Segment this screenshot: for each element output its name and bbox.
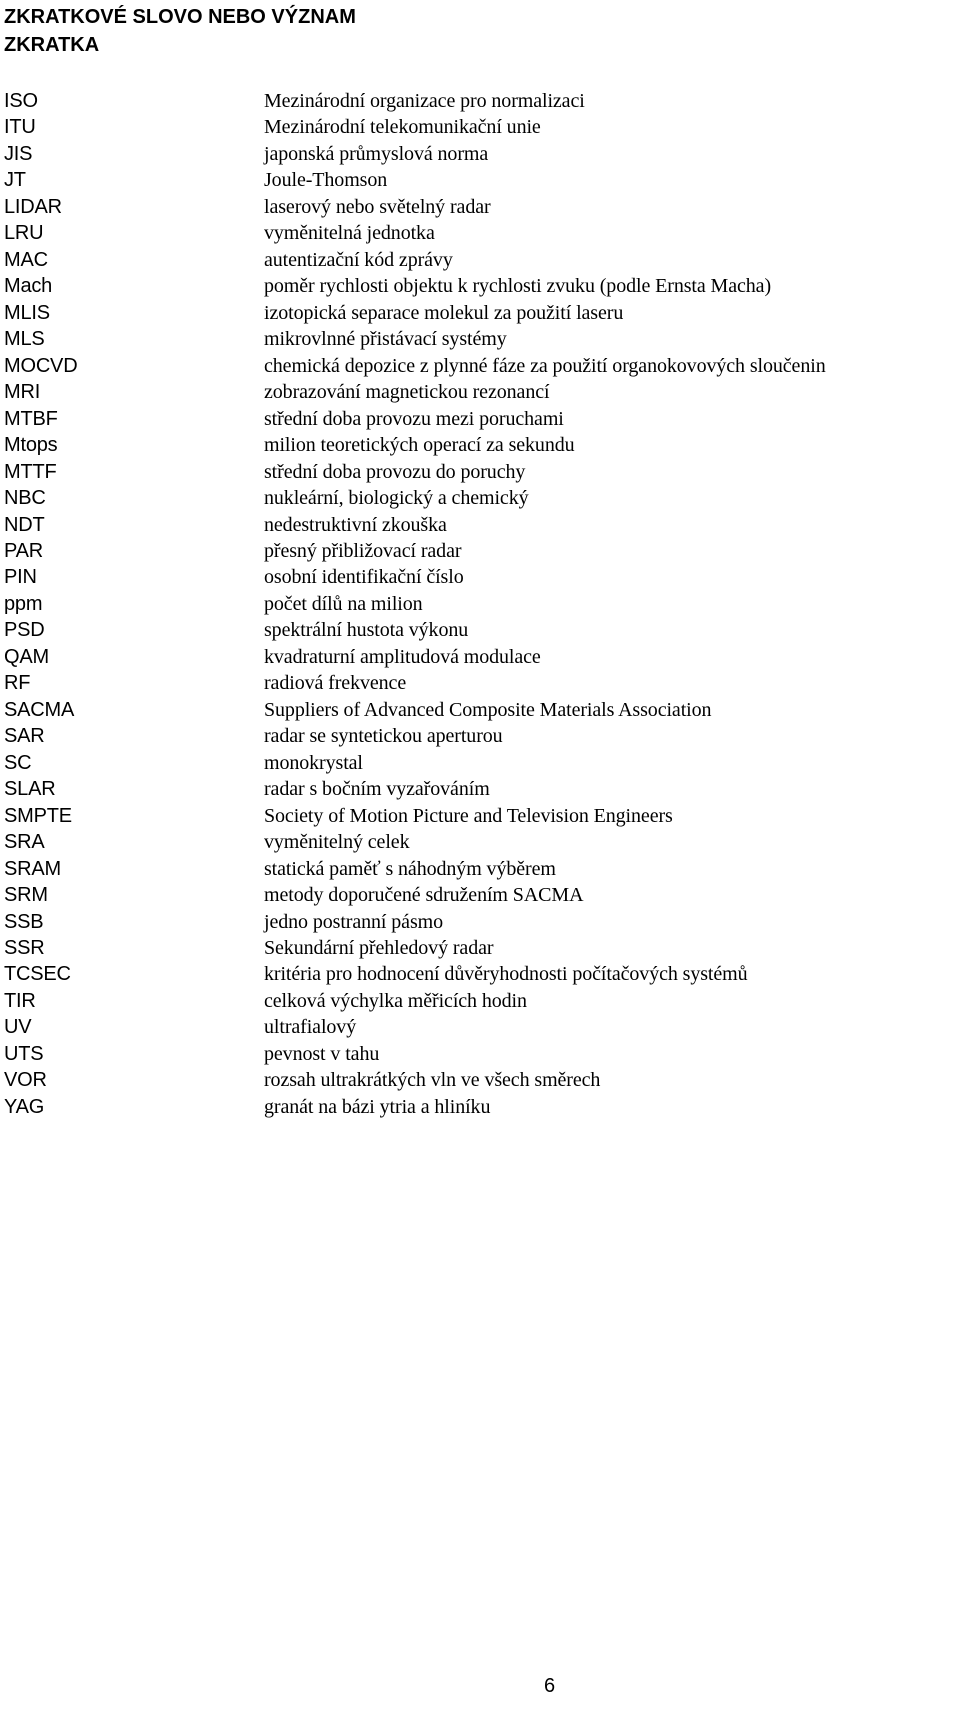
column-header-line-1: ZKRATKOVÉ SLOVO NEBO VÝZNAM xyxy=(4,6,356,28)
abbreviation: VOR xyxy=(4,1069,47,1092)
list-item xyxy=(0,141,960,167)
meaning: autentizační kód zprávy xyxy=(264,248,453,271)
abbreviation: Mtops xyxy=(4,434,58,457)
list-item xyxy=(0,723,960,749)
list-item xyxy=(0,988,960,1014)
column-header-line-2: ZKRATKA xyxy=(4,34,100,56)
abbreviation: ISO xyxy=(4,90,38,112)
list-item xyxy=(0,379,960,405)
meaning: granát na bázi ytria a hliníku xyxy=(264,1095,491,1118)
abbreviation: MOCVD xyxy=(4,354,78,377)
meaning: monokrystal xyxy=(264,751,363,774)
meaning: spektrální hustota výkonu xyxy=(264,619,469,642)
meaning: Joule-Thomson xyxy=(264,169,388,192)
abbreviation: SRA xyxy=(4,831,45,854)
list-item xyxy=(0,617,960,643)
abbreviation: MTBF xyxy=(4,407,58,430)
meaning: jedno postranní pásmo xyxy=(264,910,443,933)
meaning: Suppliers of Advanced Composite Materials Association xyxy=(264,698,712,721)
abbreviation: PAR xyxy=(4,539,44,562)
list-item xyxy=(0,803,960,829)
meaning: vyměnitelná jednotka xyxy=(264,222,435,245)
list-item xyxy=(0,194,960,220)
abbreviation: PSD xyxy=(4,619,45,642)
abbreviation: NDT xyxy=(4,513,45,536)
list-item xyxy=(0,167,960,193)
abbreviation: Mach xyxy=(4,275,53,298)
list-item xyxy=(0,882,960,908)
meaning: nedestruktivní zkouška xyxy=(264,513,447,536)
abbreviation: PIN xyxy=(4,566,37,589)
meaning: zobrazování magnetickou rezonancí xyxy=(264,381,550,404)
meaning: chemická depozice z plynné fáze za použití organokovových sloučenin xyxy=(264,354,826,377)
abbreviation: LIDAR xyxy=(4,195,62,218)
meaning: Sekundární přehledový radar xyxy=(264,937,494,959)
list-item xyxy=(0,512,960,538)
abbreviation: QAM xyxy=(4,645,49,668)
list-item xyxy=(0,591,960,617)
abbreviation: ppm xyxy=(4,592,43,615)
list-item xyxy=(0,247,960,273)
list-item xyxy=(0,1041,960,1067)
abbreviation: NBC xyxy=(4,487,46,510)
list-item xyxy=(0,114,960,140)
meaning: mikrovlnné přistávací systémy xyxy=(264,328,507,351)
page-number: 6 xyxy=(544,1675,556,1697)
list-item xyxy=(0,1094,960,1120)
meaning: osobní identifikační číslo xyxy=(264,566,464,589)
meaning: metody doporučené sdružením SACMA xyxy=(264,884,584,907)
abbreviation: ITU xyxy=(4,116,36,139)
abbreviation: MTTF xyxy=(4,460,57,483)
list-item xyxy=(0,697,960,723)
list-item xyxy=(0,670,960,696)
meaning: kritéria pro hodnocení důvěryhodnosti počítačových systémů xyxy=(264,963,748,986)
list-item xyxy=(0,459,960,485)
meaning: poměr rychlosti objektu k rychlosti zvuku (podle Ernsta Macha) xyxy=(264,275,772,298)
list-item xyxy=(0,750,960,776)
abbreviation: RF xyxy=(4,672,31,695)
meaning: střední doba provozu do poruchy xyxy=(264,460,526,483)
list-item xyxy=(0,300,960,326)
abbreviation: LRU xyxy=(4,222,44,245)
meaning: radar se syntetickou aperturou xyxy=(264,725,503,748)
abbreviation: YAG xyxy=(4,1095,45,1118)
abbreviation: SRAM xyxy=(4,857,61,880)
meaning: počet dílů na milion xyxy=(264,592,423,615)
meaning: kvadraturní amplitudová modulace xyxy=(264,645,541,668)
list-item xyxy=(0,935,960,961)
abbreviation: SRM xyxy=(4,884,48,907)
abbreviation: JIS xyxy=(4,142,33,165)
abbreviation: SACMA xyxy=(4,698,75,721)
abbreviation: MLS xyxy=(4,328,45,351)
meaning: japonská průmyslová norma xyxy=(264,142,489,165)
meaning: radiová frekvence xyxy=(264,672,407,695)
list-item xyxy=(0,1067,960,1093)
glossary-list xyxy=(0,88,960,1120)
list-item xyxy=(0,776,960,802)
meaning: laserový nebo světelný radar xyxy=(264,195,491,218)
list-item xyxy=(0,432,960,458)
list-item xyxy=(0,406,960,432)
list-item xyxy=(0,564,960,590)
abbreviation: SSR xyxy=(4,937,45,959)
meaning: přesný přibližovací radar xyxy=(264,539,462,562)
meaning: Society of Motion Picture and Television Engineers xyxy=(264,804,673,827)
meaning: rozsah ultrakrátkých vln ve všech směrech xyxy=(264,1069,601,1092)
meaning: nukleární, biologický a chemický xyxy=(264,487,529,510)
abbreviation: SLAR xyxy=(4,778,56,801)
meaning: pevnost v tahu xyxy=(264,1042,380,1065)
abbreviation: SMPTE xyxy=(4,804,72,827)
list-item xyxy=(0,644,960,670)
abbreviation: SC xyxy=(4,751,32,774)
meaning: statická paměť s náhodným výběrem xyxy=(264,857,556,880)
meaning: Mezinárodní organizace pro normalizaci xyxy=(264,90,585,112)
abbreviation: MRI xyxy=(4,381,41,404)
meaning: střední doba provozu mezi poruchami xyxy=(264,407,564,430)
abbreviation: SSB xyxy=(4,910,44,933)
abbreviation: SAR xyxy=(4,725,45,748)
list-item xyxy=(0,220,960,246)
list-item xyxy=(0,326,960,352)
abbreviation: TCSEC xyxy=(4,963,71,986)
list-item xyxy=(0,485,960,511)
list-item xyxy=(0,961,960,987)
list-item xyxy=(0,353,960,379)
meaning: vyměnitelný celek xyxy=(264,831,410,854)
abbreviation: UV xyxy=(4,1016,32,1039)
list-item xyxy=(0,909,960,935)
meaning: milion teoretických operací za sekundu xyxy=(264,434,575,457)
meaning: radar s bočním vyzařováním xyxy=(264,778,490,801)
meaning: Mezinárodní telekomunikační unie xyxy=(264,116,541,139)
list-item xyxy=(0,88,960,114)
abbreviation: MAC xyxy=(4,248,48,271)
abbreviation: JT xyxy=(4,169,26,192)
list-item xyxy=(0,273,960,299)
meaning: ultrafialový xyxy=(264,1016,357,1039)
meaning: celková výchylka měřicích hodin xyxy=(264,989,527,1012)
list-item xyxy=(0,829,960,855)
abbreviation: UTS xyxy=(4,1042,44,1065)
abbreviation: TIR xyxy=(4,989,36,1012)
list-item xyxy=(0,538,960,564)
abbreviation: MLIS xyxy=(4,301,50,324)
list-item xyxy=(0,1014,960,1040)
list-item xyxy=(0,856,960,882)
meaning: izotopická separace molekul za použití laseru xyxy=(264,301,624,324)
